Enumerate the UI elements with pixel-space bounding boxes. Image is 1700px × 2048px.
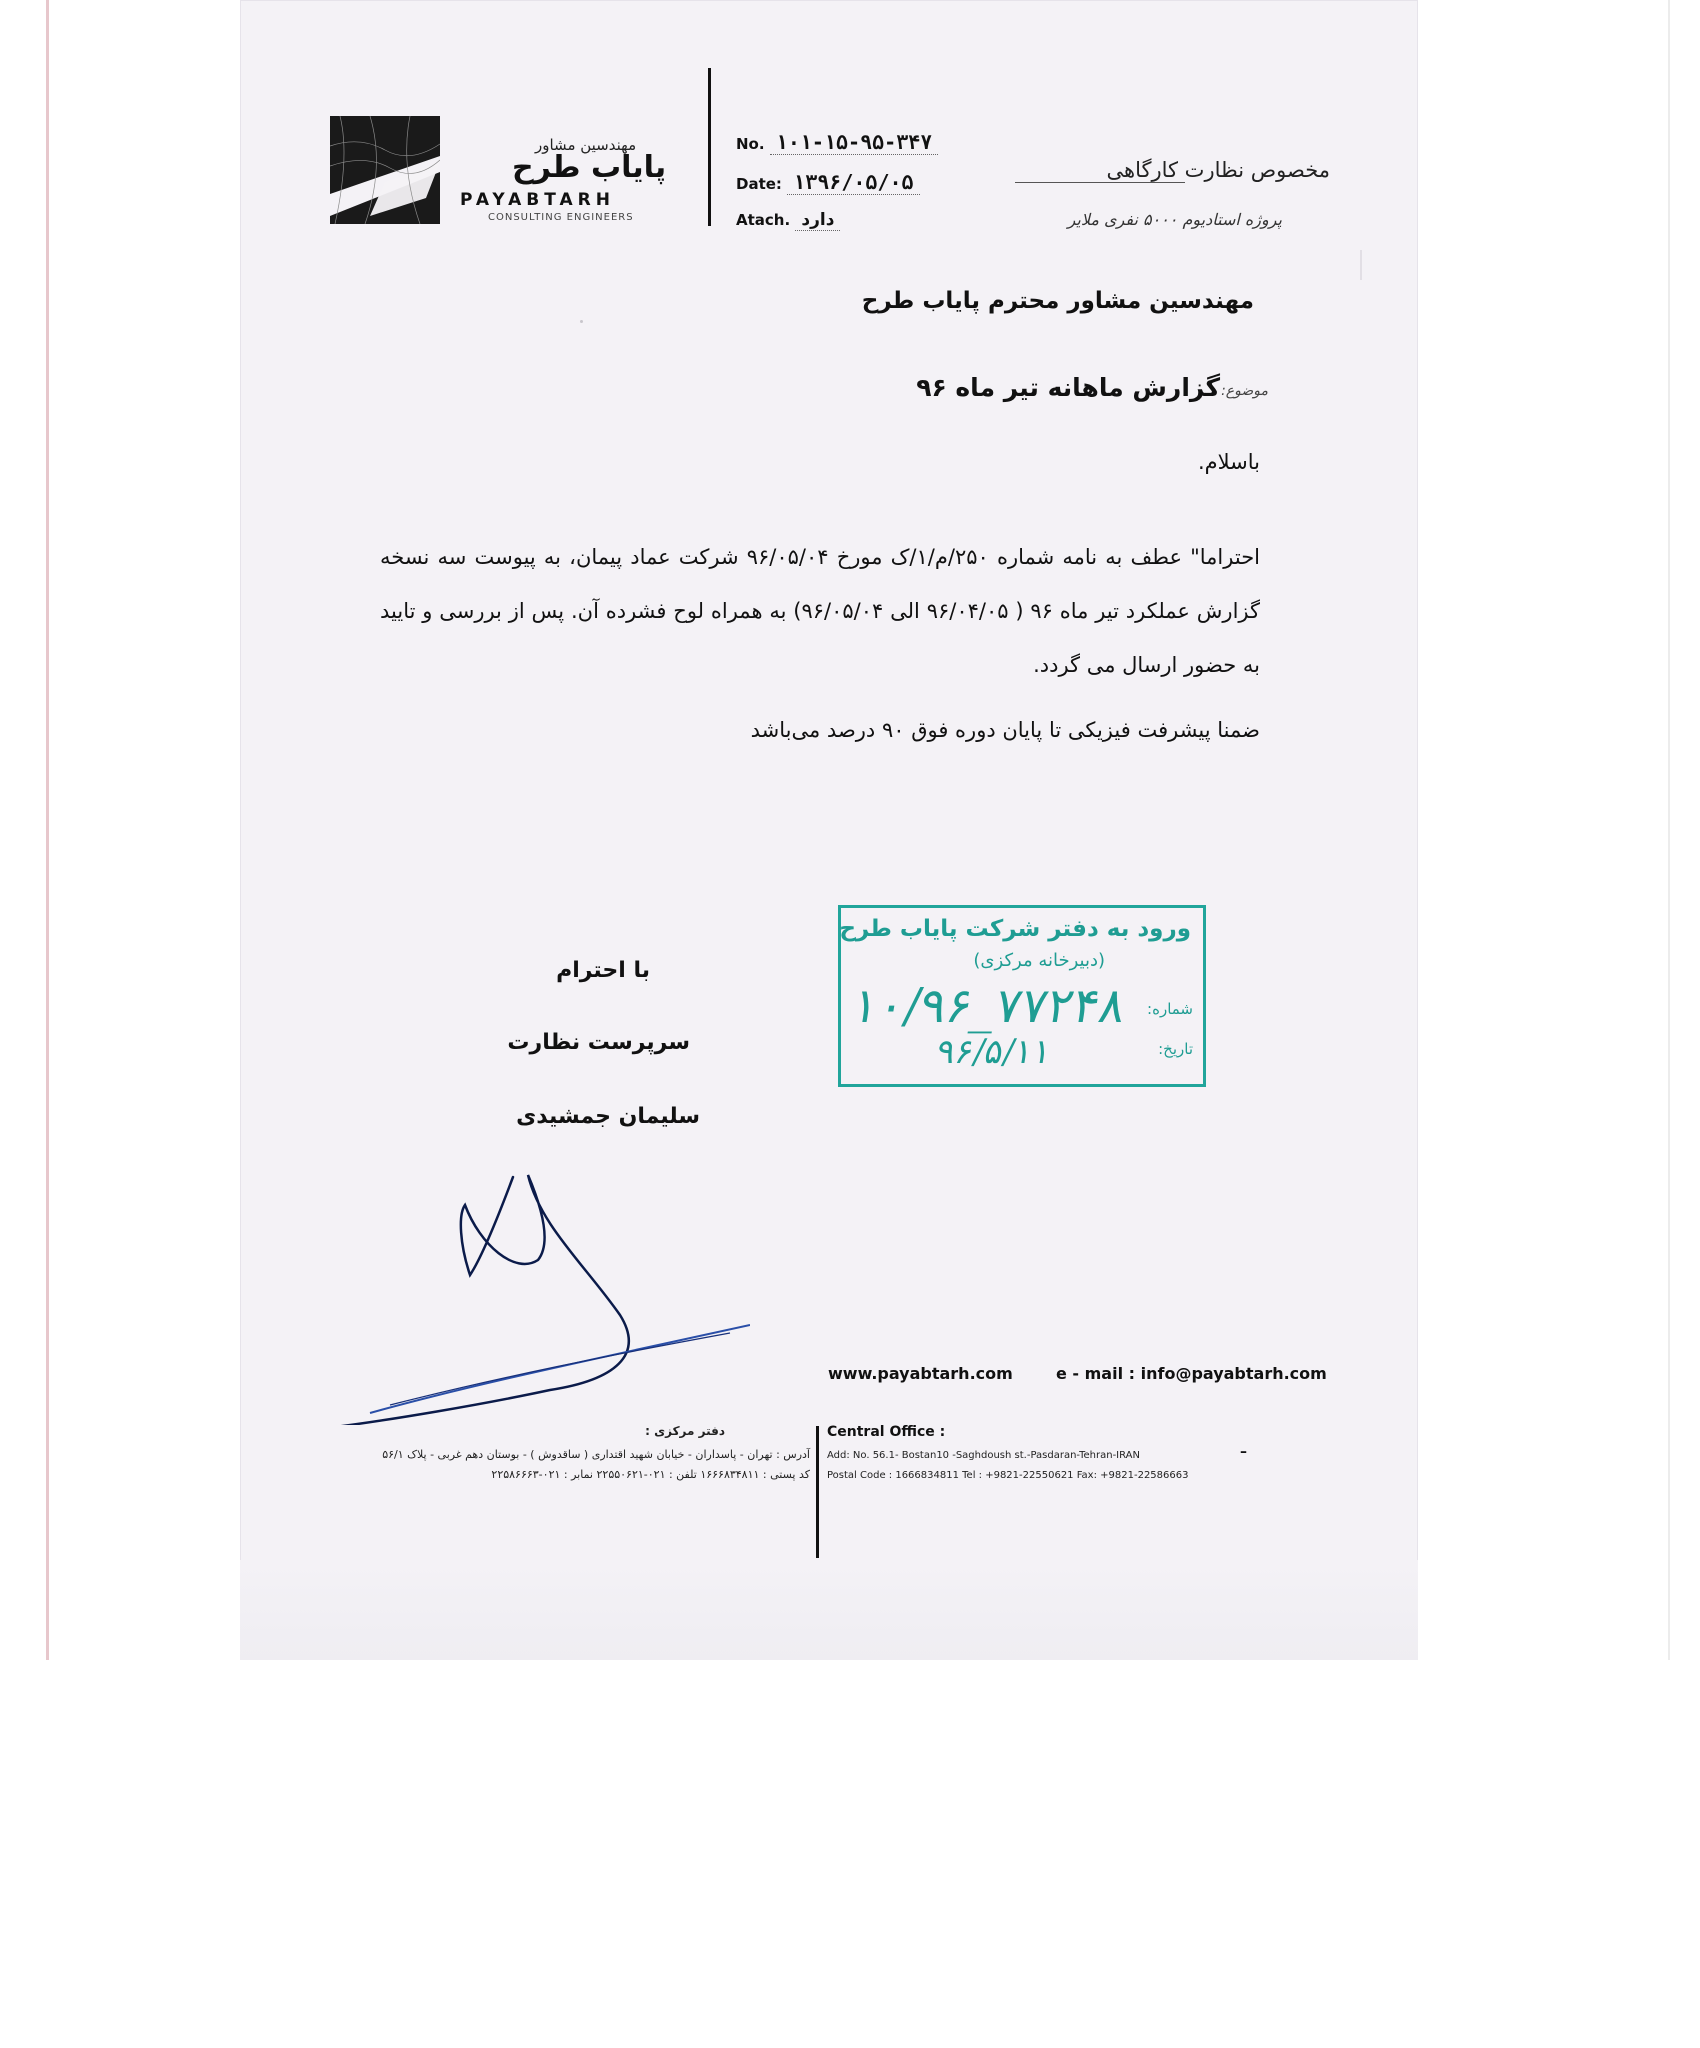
scan-edge-left	[46, 0, 49, 1660]
letter-attach-label: Atach.	[736, 211, 791, 229]
letter-attach-row	[736, 210, 840, 230]
received-stamp	[838, 905, 1206, 1087]
letter-number-row	[736, 130, 938, 154]
central-office-phone-fa: کد پستی : ۱۶۶۶۸۳۴۸۱۱ تلفن : ۰۲۱-۲۲۵۵۰۶۲۱ نمابر : ۰۲۱-۲۲۵۸۶۶۶۳	[491, 1468, 810, 1481]
scan-speck	[580, 320, 583, 323]
company-fa-name: پایاب طرح	[512, 150, 667, 185]
company-en-name: PAYABTARH	[460, 190, 615, 210]
site-supervision-underline	[1015, 182, 1185, 183]
letter-attach-value: دارد	[795, 210, 840, 231]
company-fa-small: مهندسین مشاور	[535, 136, 637, 154]
signer-position: سرپرست نظارت	[507, 1030, 690, 1055]
stamp-number-label: شماره:	[1147, 1000, 1193, 1018]
letter-date-label: Date:	[736, 175, 782, 193]
page-bottom-shade	[240, 1560, 1418, 1660]
handwritten-signature	[330, 1165, 750, 1425]
signer-name: سلیمان جمشیدی	[516, 1104, 700, 1129]
footer-divider	[816, 1426, 819, 1558]
central-office-address: Add: No. 56.1- Bostan10 -Saghdoush st.-Pasdaran-Tehran-IRAN	[827, 1450, 1140, 1461]
site-supervision-title: مخصوص نظارت کارگاهی	[1106, 158, 1330, 182]
letter-date-row	[736, 170, 920, 194]
project-name: پروژه استادیوم ۵۰۰۰ نفری ملایر	[1067, 210, 1282, 229]
closing-respect: با احترام	[556, 958, 650, 983]
stamp-title: ورود به دفتر شرکت پایاب طرح	[839, 916, 1191, 942]
stamp-number-value: ۱۰/۹۶_۷۷۲۴۸	[848, 978, 1131, 1034]
stamp-date-label: تاریخ:	[1158, 1040, 1193, 1058]
company-logo	[330, 116, 440, 224]
central-office-address-fa: آدرس : تهران - پاسداران - خیابان شهید اقتداری ( ساقدوش ) - بوستان دهم غربی - پلاک ۵۶/۱	[382, 1448, 810, 1461]
progress-paragraph: ضمنا پیشرفت فیزیکی تا پایان دوره فوق ۹۰ درصد می‌باشد	[750, 718, 1260, 742]
scan-edge-right	[1668, 0, 1670, 1660]
letter-number-value: ۱۰۱-۱۵-۹۵-۳۴۷	[770, 130, 939, 155]
addressee: مهندسین مشاور محترم پایاب طرح	[861, 288, 1254, 314]
footer-dash: –	[1240, 1444, 1247, 1460]
stamp-subtitle: (دبیرخانه مرکزی)	[973, 950, 1105, 971]
body-paragraph: احتراما" عطف به نامه شماره ۲۵۰/م/۱/ک مورخ ۹۶/۰۵/۰۴ شرکت عماد پیمان، به پیوست سه نسخه گزارش عملکرد تیر ماه ۹۶ ( ۹۶/۰۴/۰۵ الی ۹۶/۰۵/۰۴) به همراه لوح فشرده آن. پس از بررسی و تایید به حضور ارسال می گردد.	[380, 545, 1261, 677]
stamp-date-value: ۹۶/۵/۱۱	[933, 1032, 1055, 1072]
company-subtitle: CONSULTING ENGINEERS	[488, 212, 634, 223]
header-divider	[708, 68, 711, 226]
footer-website: www.payabtarh.com	[828, 1364, 1013, 1383]
central-office-title: Central Office :	[827, 1424, 946, 1440]
footer-email: e - mail : info@payabtarh.com	[1056, 1364, 1327, 1383]
central-office-phone: Postal Code : 1666834811 Tel : +9821-22550621 Fax: +9821-22586663	[827, 1470, 1189, 1481]
letter-date-value: ۱۳۹۶/۰۵/۰۵	[787, 170, 919, 195]
scan-speck	[1360, 250, 1362, 280]
subject-label: موضوع:	[1221, 383, 1268, 399]
greeting: باسلام.	[1197, 450, 1260, 474]
subject: گزارش ماهانه تیر ماه ۹۶	[916, 373, 1220, 402]
letter-number-label: No.	[736, 135, 765, 153]
central-office-title-fa: دفتر مرکزی :	[645, 1424, 725, 1438]
